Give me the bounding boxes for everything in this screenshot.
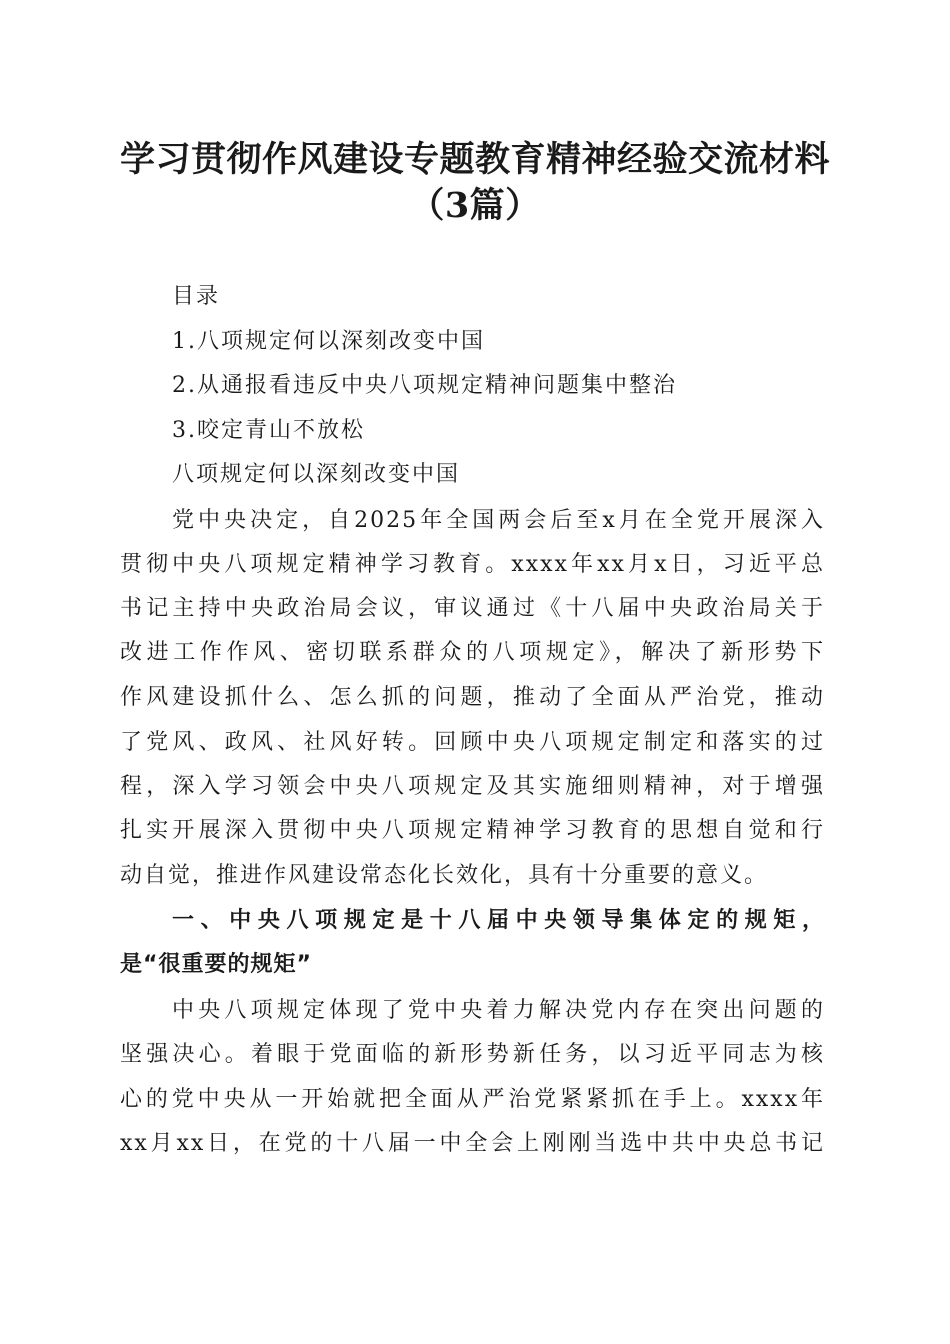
section-heading-1-line-2: 是“很重要的规矩” xyxy=(120,952,312,977)
document-title-line-2: （3篇） xyxy=(409,185,541,226)
paragraph-1-line: 贯彻中央八项规定精神学习教育。xxxx年xx月x日，习近平总 xyxy=(120,552,825,577)
paragraph-1-line: 程，深入学习领会中央八项规定及其实施细则精神，对于增强 xyxy=(120,774,825,799)
paragraph-1-line: 书记主持中央政治局会议，审议通过《十八届中央政治局关于 xyxy=(120,596,825,621)
article-title: 八项规定何以深刻改变中国 xyxy=(172,462,461,487)
section-heading-1-line-1: 一、中央八项规定是十八届中央领导集体定的规矩， xyxy=(172,908,825,933)
paragraph-1-line: 动自觉，推进作风建设常态化长效化，具有十分重要的意义。 xyxy=(120,863,769,888)
paragraph-2-line: 坚强决心。着眼于党面临的新形势新任务，以习近平同志为核 xyxy=(120,1042,825,1067)
toc-heading: 目录 xyxy=(172,284,221,309)
paragraph-2-line: 心的党中央从一开始就把全面从严治党紧紧抓在手上。xxxx年 xyxy=(120,1087,825,1112)
paragraph-2-line: xx月xx日，在党的十八届一中全会上刚刚当选中共中央总书记 xyxy=(120,1131,825,1156)
document-title-line-1: 学习贯彻作风建设专题教育精神经验交流材料 xyxy=(119,139,830,180)
toc-item-2: 2.从通报看违反中央八项规定精神问题集中整治 xyxy=(172,373,677,398)
toc-item-3: 3.咬定青山不放松 xyxy=(172,418,365,443)
paragraph-1-line: 党中央决定，自2025年全国两会后至x月在全党开展深入 xyxy=(172,508,825,533)
paragraph-1-line: 作风建设抓什么、怎么抓的问题，推动了全面从严治党，推动 xyxy=(120,685,825,710)
paragraph-1-line: 扎实开展深入贯彻中央八项规定精神学习教育的思想自觉和行 xyxy=(120,818,825,843)
toc-item-1: 1.八项规定何以深刻改变中国 xyxy=(172,329,485,354)
paragraph-1-line: 了党风、政风、社风好转。回顾中央八项规定制定和落实的过 xyxy=(120,730,825,755)
paragraph-2-line: 中央八项规定体现了党中央着力解决党内存在突出问题的 xyxy=(172,998,825,1023)
paragraph-1-line: 改进工作作风、密切联系群众的八项规定》，解决了新形势下 xyxy=(120,640,825,665)
